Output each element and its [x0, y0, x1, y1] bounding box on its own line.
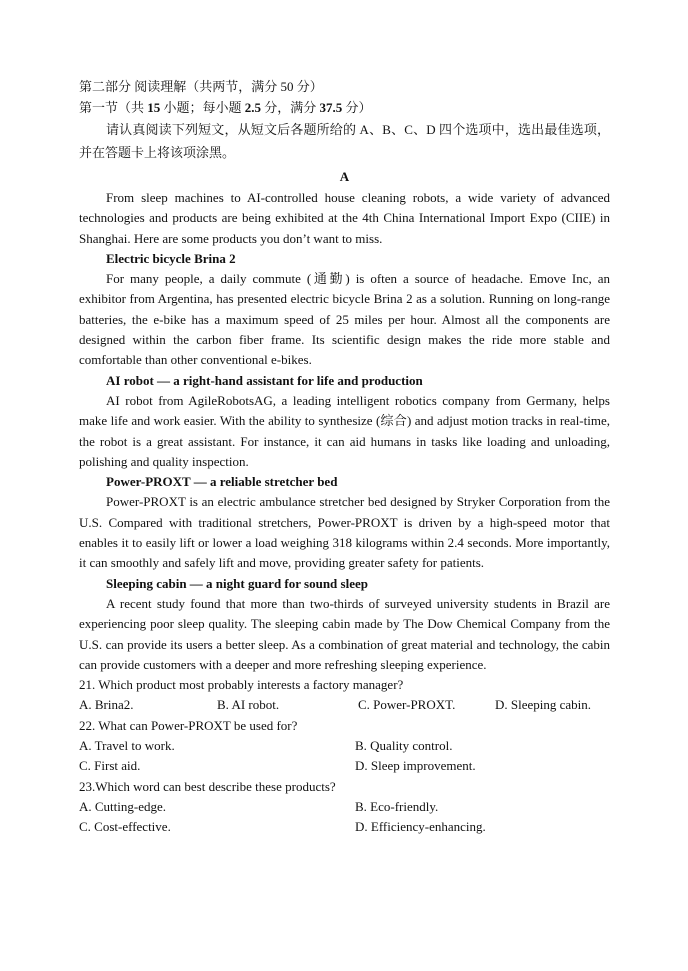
part-heading: 第二部分 阅读理解（共两节，满分 50 分） [79, 79, 323, 94]
option-23-c[interactable]: C. Cost-effective. [79, 819, 171, 835]
exam-page [79, 76, 610, 838]
passage-label: A [339, 169, 350, 184]
passage-intro: From sleep machines to AI-controlled house cleaning robots, a wide variety of advanced technologies and products are being exhibited at the 4th China International Import Expo (CIIE) in Shanghai. Here are some products you don’t want to miss. [79, 190, 610, 246]
item-title-sleeping-cabin: Sleeping cabin — a night guard for sound sleep [106, 575, 368, 591]
option-23-d[interactable]: D. Efficiency-enhancing. [355, 819, 486, 835]
question-22-stem: 22. What can Power-PROXT be used for? [79, 717, 298, 733]
option-22-b[interactable]: B. Quality control. [355, 738, 453, 754]
item-body-brina: For many people, a daily commute (通勤) is often a source of headache. Emove Inc, an exhibitor from Argentina, has presented electric bicycle Brina 2 as a solution. Running on long-range batteries, the e-bike has a maximum speed of 25 miles per hour. Almost all the components are designed within the carbon fiber frame. Its scientific design makes the ride more stable and comfortable than other conventional e-bikes. [79, 271, 610, 368]
item-title-brina: Electric bicycle Brina 2 [106, 250, 236, 266]
option-23-b[interactable]: B. Eco-friendly. [355, 798, 439, 814]
item-body-sleeping-cabin: A recent study found that more than two-thirds of surveyed university students in Brazil are experiencing poor sleep quality. The sleeping cabin made by The Dow Chemical Company from the U.S. can provide its users a better sleep. As a combination of great material and technology, the cabin can provide customers with a deeper and more refreshing sleeping experience. [79, 595, 610, 672]
option-21-d[interactable]: D. Sleeping cabin. [495, 697, 592, 713]
instruction-text: 请认真阅读下列短文，从短文后各题所给的 A、B、C、D 四个选项中，选出最佳选项，并在答题卡上将该项涂黑。 [79, 122, 610, 160]
item-body-power-proxt: Power-PROXT is an electric ambulance stretcher bed designed by Stryker Corporation from the U.S. Compared with traditional stretchers, Power-PROXT is driven by a high-speed motor that enables it to easily lift or lower a load weighing 318 kilograms within 2.4 seconds. More importantly, it can smoothly and safely lift and move, providing greater safety for patients. [79, 494, 610, 571]
question-22-options [79, 736, 610, 777]
section-heading: 第一节（共 15 小题；每小题 2.5 分，满分 37.5 分） [79, 100, 372, 115]
question-21-stem: 21. Which product most probably interests a factory manager? [79, 677, 404, 693]
option-22-a[interactable]: A. Travel to work. [79, 738, 175, 754]
option-22-d[interactable]: D. Sleep improvement. [355, 758, 476, 774]
option-21-b[interactable]: B. AI robot. [217, 697, 280, 713]
item-title-ai-robot: AI robot — a right-hand assistant for life and production [106, 372, 423, 388]
question-21-options [79, 695, 610, 715]
option-21-c[interactable]: C. Power-PROXT. [358, 697, 456, 713]
option-21-a[interactable]: A. Brina2. [79, 697, 134, 713]
option-23-a[interactable]: A. Cutting-edge. [79, 798, 167, 814]
option-22-c[interactable]: C. First aid. [79, 758, 141, 774]
item-body-ai-robot: AI robot from AgileRobotsAG, a leading intelligent robotics company from Germany, helps make life and work easier. With the ability to synthesize (综合) and adjust motion tracks in real-time, the robot is a great assistant. For instance, it can aid humans in tasks like loading and unloading, polishing and quality inspection. [79, 392, 610, 469]
question-23-stem: 23.Which word can best describe these products? [79, 778, 336, 794]
question-23-options [79, 797, 610, 838]
item-title-power-proxt: Power-PROXT — a reliable stretcher bed [106, 474, 338, 490]
